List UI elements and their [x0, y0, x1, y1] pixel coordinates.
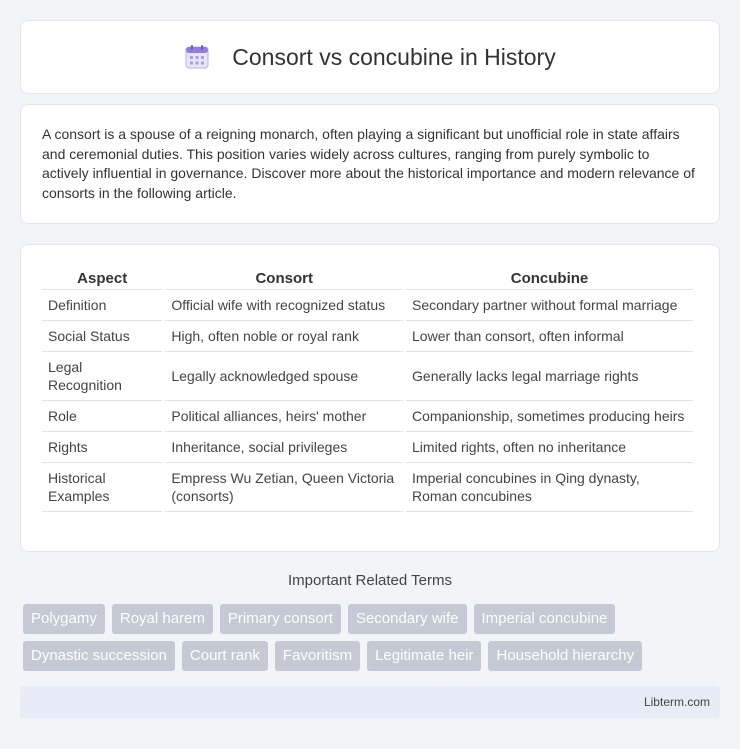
table-cell: Lower than consort, often informal: [406, 320, 693, 351]
tag-secondary-wife[interactable]: Secondary wife: [348, 604, 467, 634]
table-cell: Secondary partner without formal marriage: [406, 289, 693, 320]
table-cell: Official wife with recognized status: [165, 289, 403, 320]
table-cell: Social Status: [42, 320, 162, 351]
page-title: Consort vs concubine in History: [232, 43, 556, 70]
table-cell: Legally acknowledged spouse: [165, 351, 403, 400]
column-header-consort: Consort: [255, 270, 313, 287]
footer: [20, 686, 720, 718]
column-header-aspect: Aspect: [77, 270, 128, 287]
related-terms-title: Important Related Terms: [288, 572, 452, 589]
tag-household-hierarchy[interactable]: Household hierarchy: [488, 641, 642, 671]
tag-court-rank[interactable]: Court rank: [182, 641, 268, 671]
tag-primary-consort[interactable]: Primary consort: [220, 604, 341, 634]
calendar-icon: [184, 44, 210, 70]
column-header-concubine: Concubine: [510, 270, 589, 287]
table-cell: Historical Examples: [42, 462, 162, 512]
table-row: [42, 400, 693, 431]
table-cell: Limited rights, often no inheritance: [406, 431, 693, 462]
intro-card: [20, 104, 720, 224]
table-cell: Inheritance, social privileges: [165, 431, 403, 462]
table-cell: Generally lacks legal marriage rights: [406, 351, 693, 400]
table-cell: Definition: [42, 289, 162, 320]
table-cell: Companionship, sometimes producing heirs: [406, 400, 693, 431]
tag-imperial-concubine[interactable]: Imperial concubine: [474, 604, 616, 634]
table-cell: Role: [42, 400, 162, 431]
tag-royal-harem[interactable]: Royal harem: [112, 604, 213, 634]
intro-text: A consort is a spouse of a reigning monarch, often playing a significant but unofficial role in state affairs and ceremonial duties. This position varies widely across cultures, ranging from purely symbolic to actively influential in governance. Discover more about the historical importance and modern relevance of consorts in the following article.: [42, 126, 695, 201]
tag-polygamy[interactable]: Polygamy: [23, 604, 105, 634]
table-row: [42, 462, 693, 512]
table-row: [42, 289, 693, 320]
tag-favoritism[interactable]: Favoritism: [275, 641, 360, 671]
table-row: [42, 431, 693, 462]
table-cell: Empress Wu Zetian, Queen Victoria (consorts): [165, 462, 403, 512]
table-row: [42, 351, 693, 400]
table-cell: Legal Recognition: [42, 351, 162, 400]
tag-legitimate-heir[interactable]: Legitimate heir: [367, 641, 481, 671]
header-card: [20, 20, 720, 94]
comparison-table: [39, 265, 696, 512]
related-terms-tags: [23, 604, 703, 671]
table-row: [42, 320, 693, 351]
table-cell: High, often noble or royal rank: [165, 320, 403, 351]
table-cell: Imperial concubines in Qing dynasty, Roman concubines: [406, 462, 693, 512]
tag-dynastic-succession[interactable]: Dynastic succession: [23, 641, 175, 671]
comparison-table-card: [20, 244, 720, 552]
table-cell: Rights: [42, 431, 162, 462]
table-header-row: [42, 265, 693, 289]
footer-brand[interactable]: Libterm.com: [643, 695, 710, 709]
table-cell: Political alliances, heirs' mother: [165, 400, 403, 431]
